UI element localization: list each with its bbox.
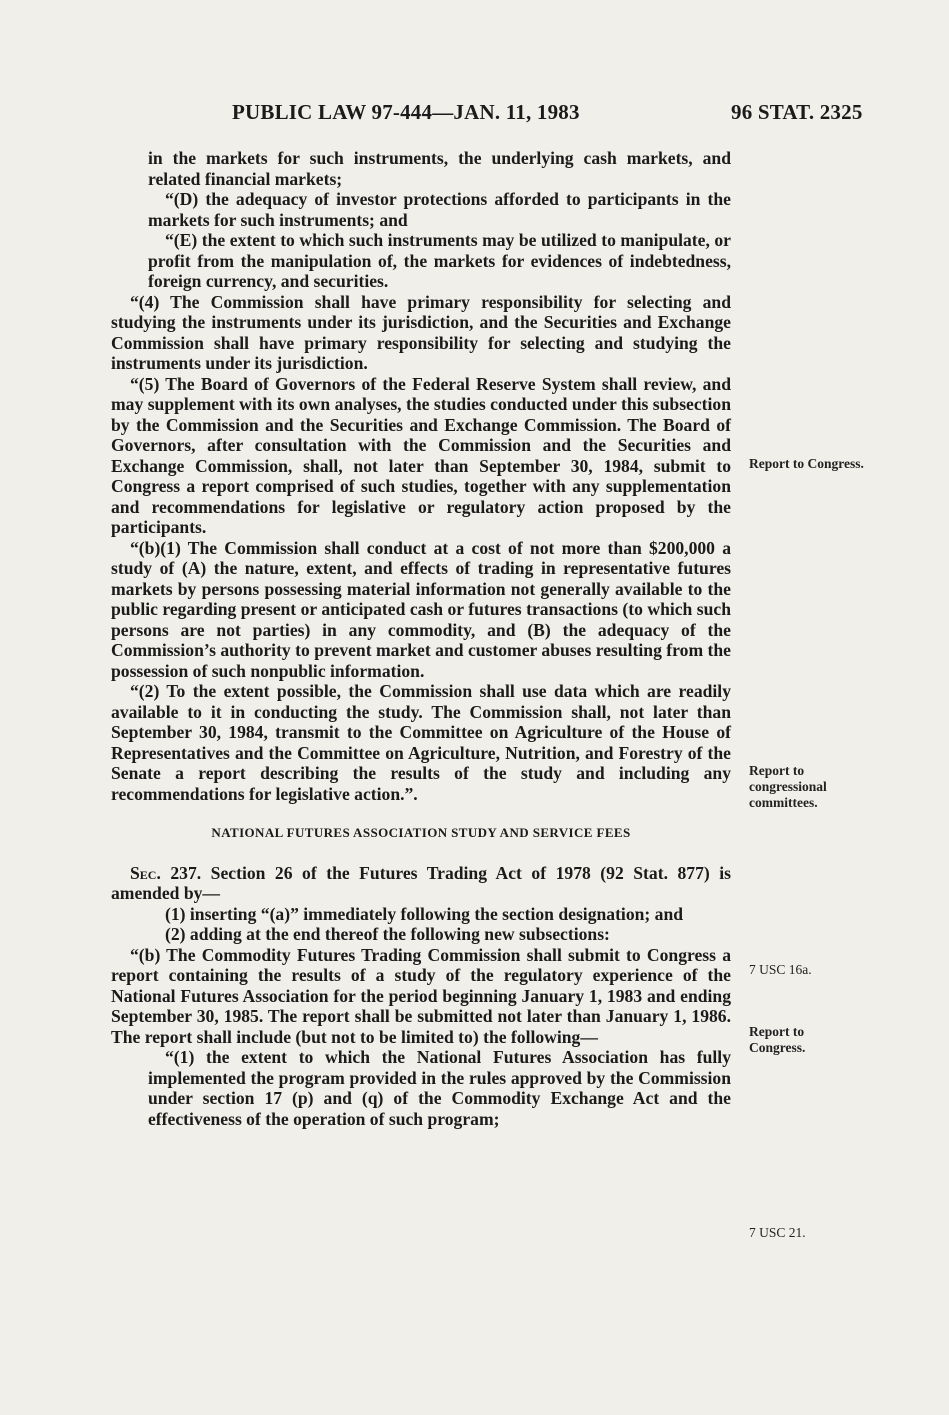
law-citation: PUBLIC LAW 97-444—JAN. 11, 1983 [232,100,580,124]
margin-note-report-to-committees [749,763,859,811]
paragraph: “(2) To the extent possible, the Commission shall use data which are readily available to it in conducting the study. The Commission shall, not later than September 30, 1984, transmit to the Committee on Agriculture of the House of Representatives and the Committee on Agriculture, Nutrition, and Forestry of the Senate a report describing the results of the study and including any recommendations for legislative action.”. [111,681,731,804]
margin-note-text: 7 USC 16a. [749,962,812,977]
section-heading: NATIONAL FUTURES ASSOCIATION STUDY AND SERVICE FEES [211,825,631,840]
paragraph: in the markets for such instruments, the underlying cash markets, and related financial markets; [148,148,731,189]
paragraph: “(5) The Board of Governors of the Federal Reserve System shall review, and may supplement with its own analyses, the studies conducted under this subsection by the Commission and the Securities and Exchange Commission. The Board of Governors, after consultation with the Commission and the Securities and Exchange Commission, shall, not later than September 30, 1984, submit to Congress a report comprised of such studies, together with any supplementation and recommendations for legislative or regulatory action proposed by the participants. [111,373,731,537]
margin-note-report-to-congress [749,456,864,472]
margin-note-text: Report to Congress. [749,1024,806,1055]
list-item: (1) inserting “(a)” immediately following the section designation; and [165,903,684,924]
margin-note-usc-16a [749,962,812,978]
statute-page-number: 96 STAT. 2325 [731,100,863,124]
list-item: “(b) The Commodity Futures Trading Commission shall submit to Congress a report containing the results of a study of the regulatory experience of the National Futures Association for the period beginning January 1, 1983 and ending September 30, 1985. The report shall be submitted not later than January 1, 1986. The report shall include (but not to be limited to) the following— [111,944,731,1047]
margin-note-text: Report to congressional committees. [749,763,827,810]
list-item: “(1) the extent to which the National Futures Association has fully implemented the program provided in the rules approved by the Commission under section 17 (p) and (q) of the Commodity Exchange Act and the effectiveness of the operation of such program; [148,1047,731,1129]
margin-note-text: Report to Congress. [749,456,864,471]
paragraph: “(D) the adequacy of investor protections afforded to participants in the markets for such instruments; and [148,189,731,230]
document-body [111,148,731,1129]
section-label: Sec. [130,862,161,883]
section-text: 237. Section 26 of the Futures Trading Act of 1978 (92 Stat. 877) is amended by— [111,862,731,903]
paragraph: “(b)(1) The Commission shall conduct at a cost of not more than $200,000 a study of (A) the nature, extent, and effects of trading in representative futures markets by persons possessing material information not generally available to the public regarding present or anticipated cash or futures transactions (to which such persons are not parties) in any commodity, and (B) the adequacy of the Commission’s authority to prevent market and customer abuses resulting from the possession of such nonpublic information. [111,537,731,681]
margin-note-usc-21 [749,1225,806,1241]
section-intro [111,863,731,904]
paragraph: “(E) the extent to which such instruments may be utilized to manipulate, or profit from the manipulation of, the markets for evidences of indebtedness, foreign currency, and securities. [148,230,731,291]
paragraph: “(4) The Commission shall have primary responsibility for selecting and studying the instruments under its jurisdiction, and the Securities and Exchange Commission shall have primary responsibility for selecting and studying the instruments under its jurisdiction. [111,291,731,373]
margin-note-report-to-congress-2 [749,1024,829,1056]
margin-note-text: 7 USC 21. [749,1225,806,1240]
list-item: (2) adding at the end thereof the following new subsections: [165,924,610,944]
page-header [0,100,949,130]
